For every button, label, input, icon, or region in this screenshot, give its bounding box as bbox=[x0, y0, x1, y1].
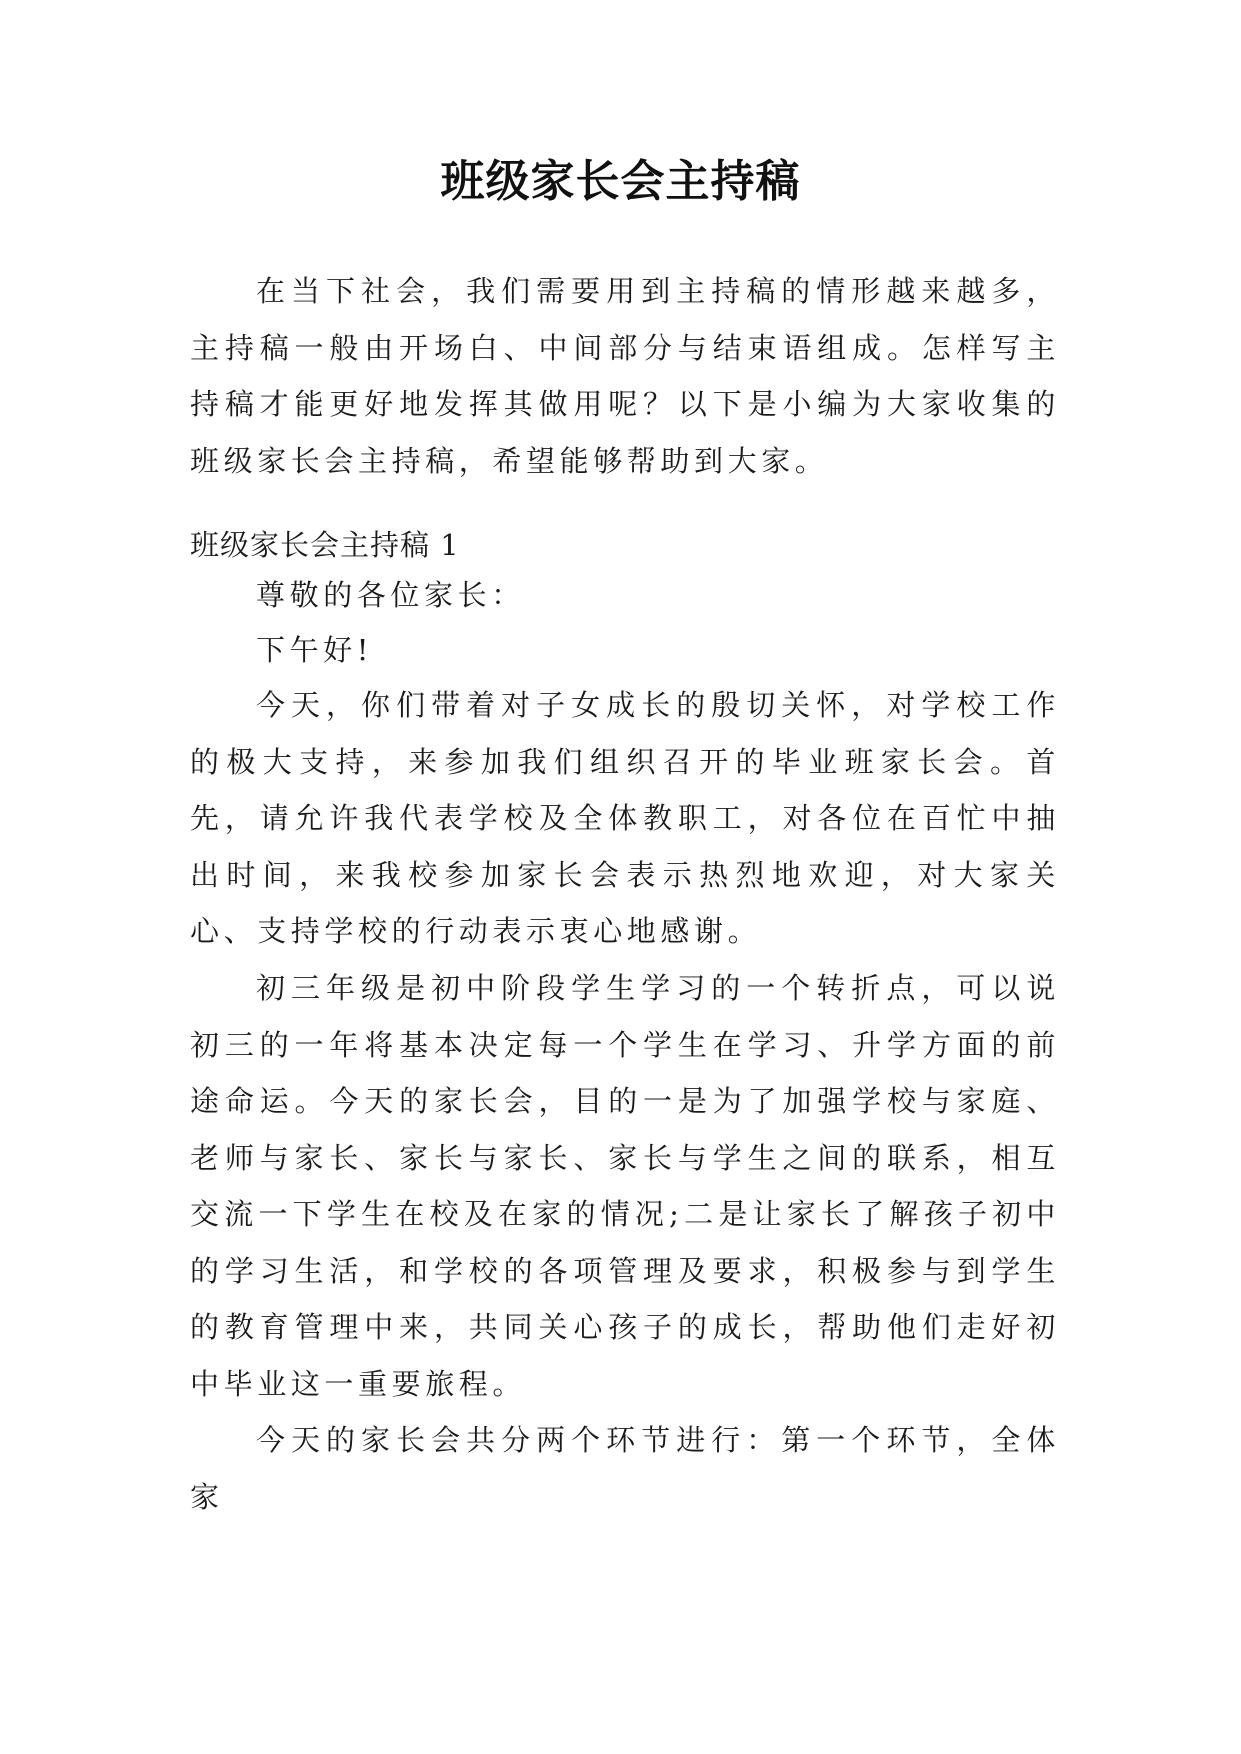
document-title: 班级家长会主持稿 bbox=[440, 156, 801, 207]
intro-paragraph: 在当下社会，我们需要用到主持稿的情形越来越多，主持稿一般由开场白、中间部分与结束语组成。怎样写主持稿才能更好地发挥其做用呢？以下是小编为大家收集的班级家长会主持稿，希望能够帮助到大家。 bbox=[190, 274, 1060, 478]
body-paragraph: 今天，你们带着对子女成长的殷切关怀，对学校工作的极大支持，来参加我们组织召开的毕业班家长会。首先，请允许我代表学校及全体教职工，对各位在百忙中抽出时间，来我校参加家长会表示热烈地欢迎，对大家关心、支持学校的行动表示衷心地感谢。 bbox=[190, 688, 1060, 948]
greeting: 下午好! bbox=[256, 633, 374, 667]
salutation: 尊敬的各位家长： bbox=[256, 578, 525, 612]
body-paragraph: 今天的家长会共分两个环节进行：第一个环节，全体家 bbox=[190, 1423, 1060, 1514]
section-heading: 班级家长会主持稿 1 bbox=[190, 528, 460, 562]
body-paragraph: 初三年级是初中阶段学生学习的一个转折点，可以说初三的一年将基本决定每一个学生在学习、升学方面的前途命运。今天的家长会，目的一是为了加强学校与家庭、老师与家长、家长与家长、家长与学生之间的联系，相互交流一下学生在校及在家的情况;二是让家长了解孩子初中的学习生活，和学校的各项管理及要求，积极参与到学生的教育管理中来，共同关心孩子的成长，帮助他们走好初中毕业这一重要旅程。 bbox=[190, 971, 1060, 1401]
